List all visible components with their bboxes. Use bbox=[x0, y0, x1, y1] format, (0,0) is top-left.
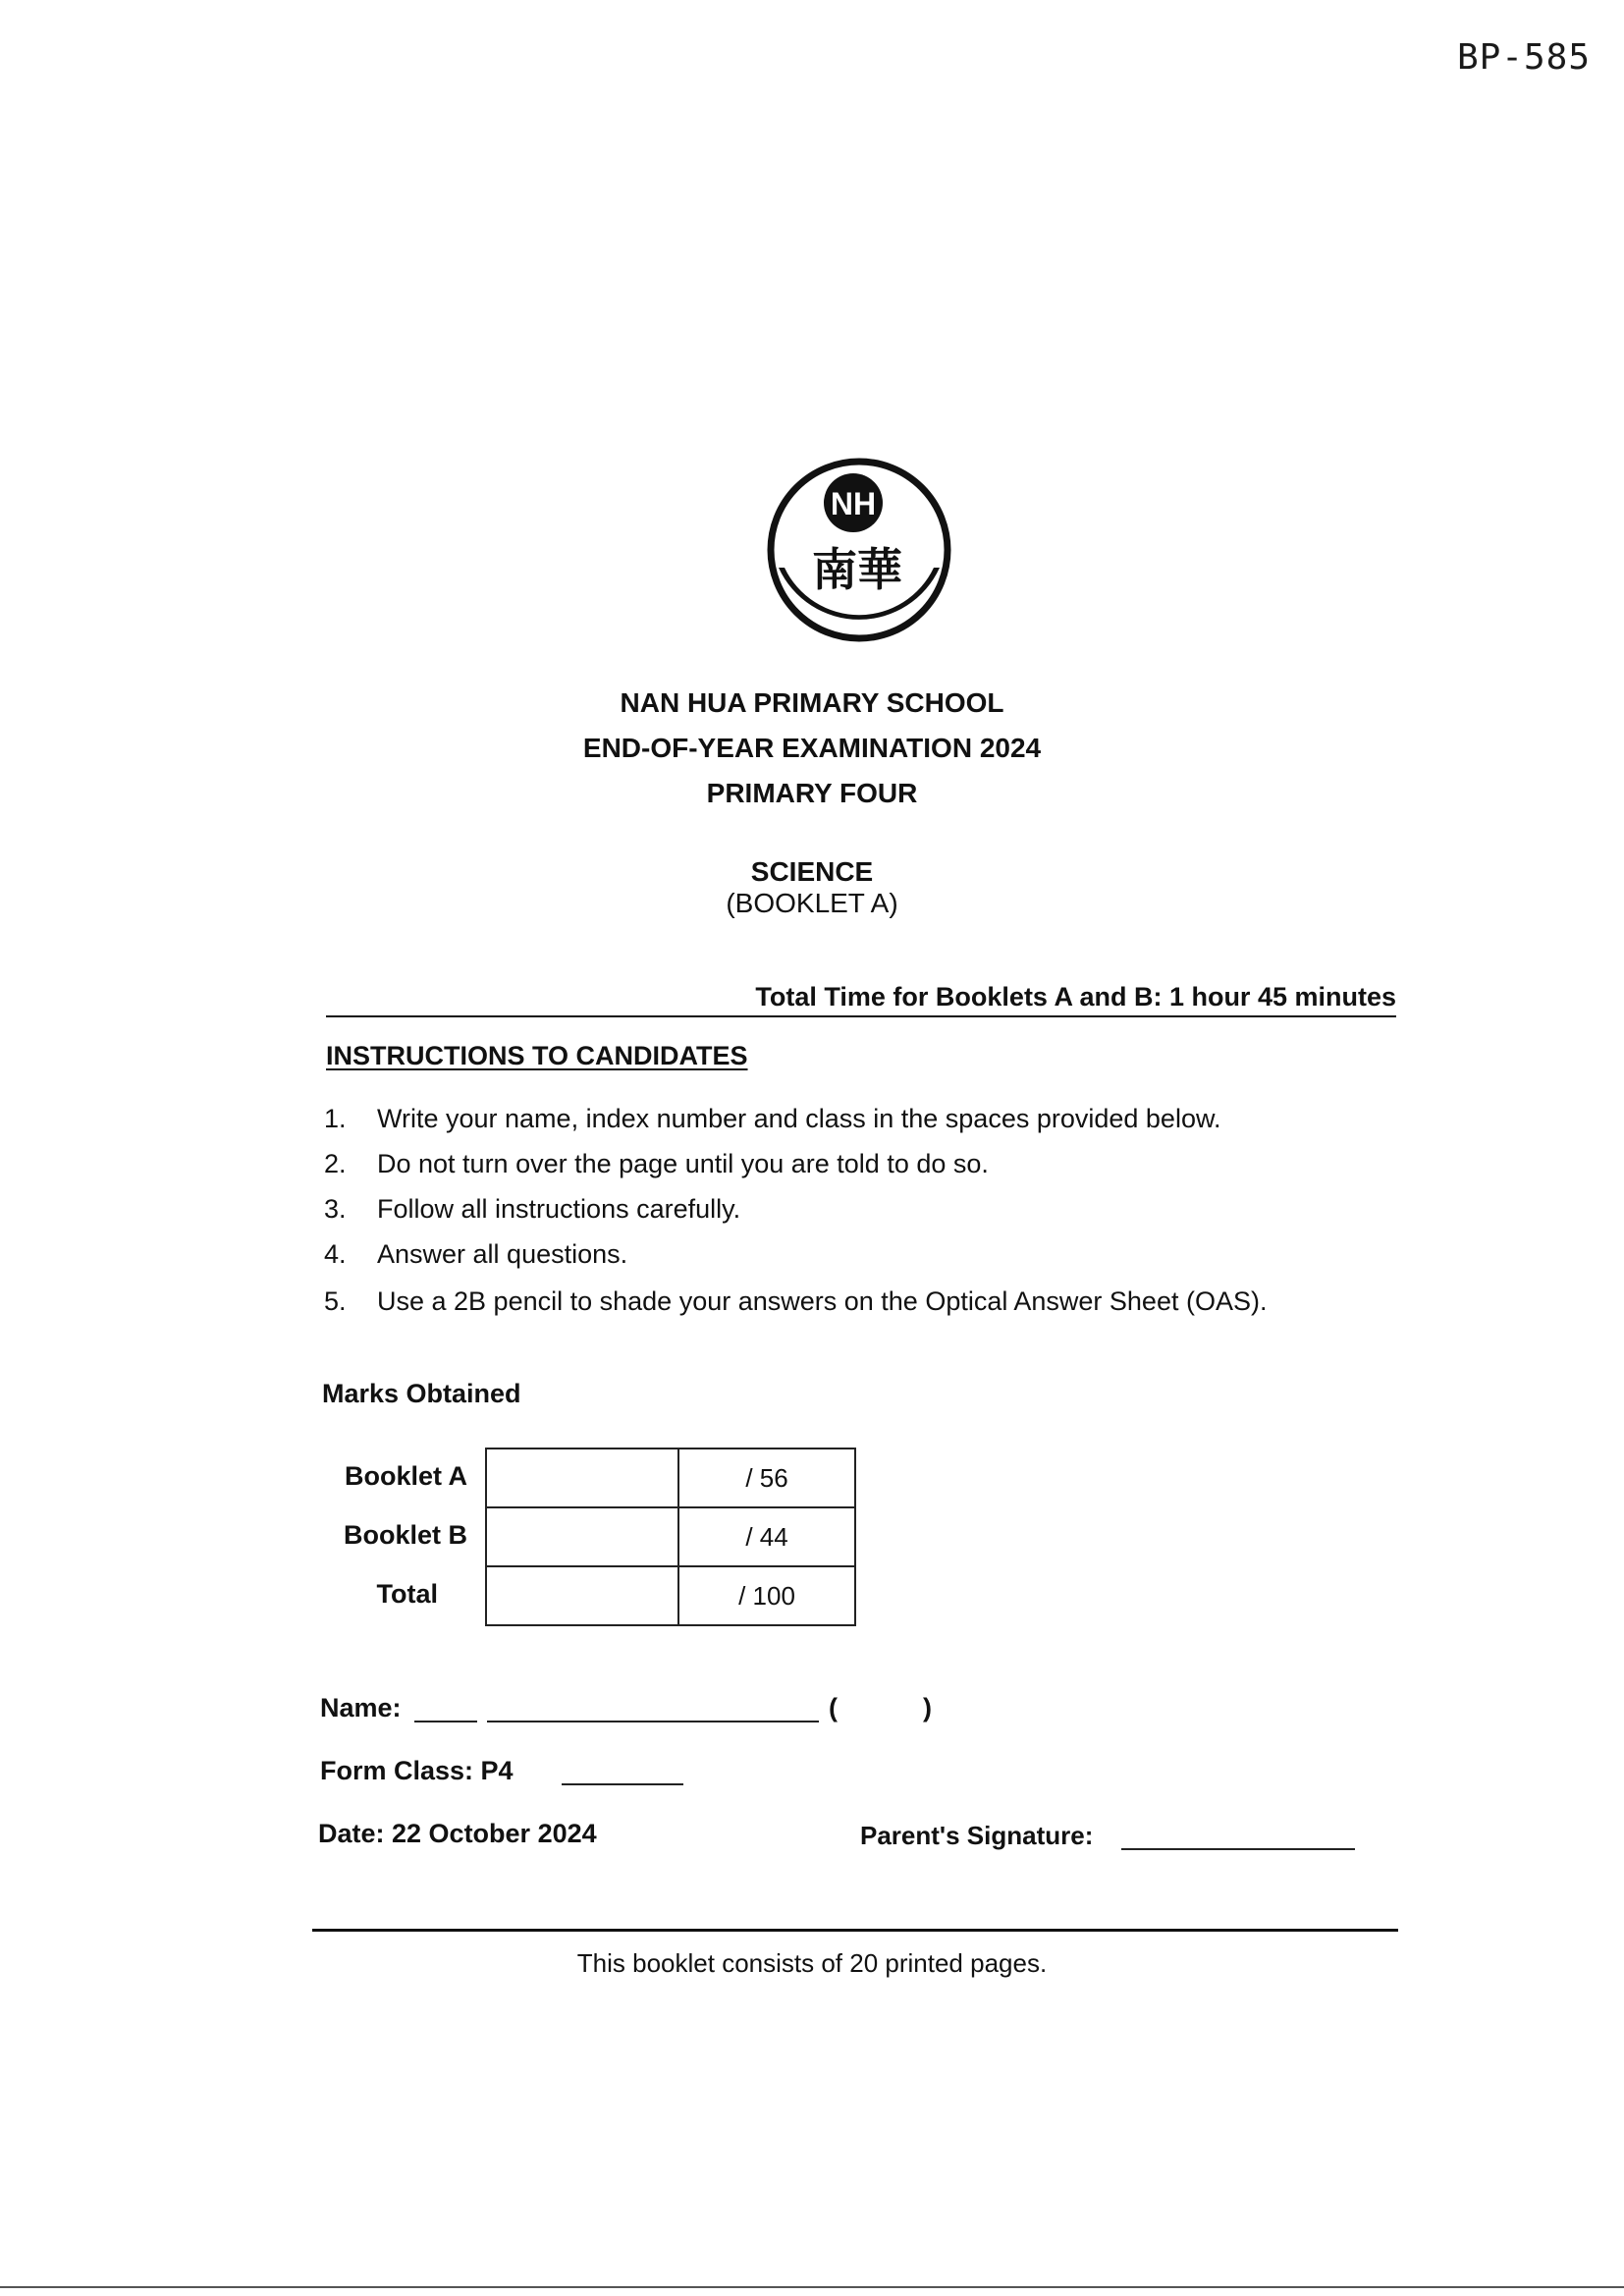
logo-chinese-text: 南華 bbox=[812, 543, 902, 596]
level-title: PRIMARY FOUR bbox=[706, 778, 918, 808]
subject-title: SCIENCE bbox=[750, 856, 874, 887]
exam-title: END-OF-YEAR EXAMINATION 2024 bbox=[582, 733, 1042, 763]
instruction-text: Follow all instructions carefully. bbox=[377, 1194, 741, 1224]
document-code: BP-585 bbox=[1456, 37, 1591, 78]
marks-row-label: Total bbox=[376, 1579, 438, 1609]
instruction-number: 4. bbox=[324, 1239, 347, 1269]
index-paren-close: ) bbox=[923, 1693, 932, 1722]
logo-monogram: NH bbox=[830, 486, 877, 521]
marks-max-cell: / 44 bbox=[678, 1507, 855, 1566]
marks-max-cell: / 100 bbox=[678, 1566, 855, 1625]
instruction-text: Write your name, index number and class in the spaces provided below. bbox=[377, 1104, 1221, 1133]
table-row bbox=[486, 1566, 855, 1625]
instruction-text: Use a 2B pencil to shade your answers on the Optical Answer Sheet (OAS). bbox=[377, 1286, 1268, 1316]
class-label: Form Class: P4 bbox=[320, 1756, 514, 1785]
instructions-title: INSTRUCTIONS TO CANDIDATES bbox=[326, 1041, 748, 1070]
top-divider bbox=[326, 1015, 1396, 1017]
instruction-item bbox=[324, 1104, 1220, 1134]
instruction-number: 2. bbox=[324, 1149, 347, 1178]
instruction-item bbox=[324, 1194, 740, 1225]
marks-max-cell: / 56 bbox=[678, 1449, 855, 1507]
table-row bbox=[486, 1449, 855, 1507]
marks-table bbox=[485, 1448, 856, 1626]
name-label: Name: bbox=[320, 1693, 402, 1722]
scan-edge-line bbox=[0, 2286, 1624, 2288]
instruction-number: 5. bbox=[324, 1286, 347, 1316]
instruction-item bbox=[324, 1149, 989, 1179]
booklet-title: (BOOKLET A) bbox=[726, 888, 898, 918]
school-logo bbox=[761, 452, 957, 648]
date-label: Date: 22 October 2024 bbox=[318, 1819, 597, 1848]
instruction-item bbox=[324, 1239, 627, 1270]
marks-row-label: Booklet B bbox=[343, 1520, 467, 1550]
instruction-number: 3. bbox=[324, 1194, 347, 1224]
name-line-short[interactable] bbox=[414, 1721, 477, 1722]
bottom-divider bbox=[312, 1929, 1398, 1932]
marks-entry-cell[interactable] bbox=[486, 1507, 678, 1566]
marks-entry-cell[interactable] bbox=[486, 1566, 678, 1625]
page-count-note: This booklet consists of 20 printed pages. bbox=[576, 1948, 1048, 1978]
marks-title: Marks Obtained bbox=[322, 1379, 521, 1408]
index-paren-open: ( bbox=[829, 1693, 838, 1722]
table-row bbox=[486, 1507, 855, 1566]
instruction-item bbox=[324, 1286, 1267, 1317]
school-name: NAN HUA PRIMARY SCHOOL bbox=[620, 687, 1004, 718]
signature-line[interactable] bbox=[1121, 1848, 1355, 1850]
instruction-number: 1. bbox=[324, 1104, 347, 1133]
name-line[interactable] bbox=[487, 1721, 819, 1722]
total-time: Total Time for Booklets A and B: 1 hour 45 minutes bbox=[755, 982, 1396, 1011]
marks-entry-cell[interactable] bbox=[486, 1449, 678, 1507]
signature-label: Parent's Signature: bbox=[860, 1821, 1094, 1850]
instruction-text: Answer all questions. bbox=[377, 1239, 628, 1269]
instruction-text: Do not turn over the page until you are told to do so. bbox=[377, 1149, 989, 1178]
class-line[interactable] bbox=[562, 1783, 683, 1785]
marks-row-label: Booklet A bbox=[344, 1461, 467, 1491]
